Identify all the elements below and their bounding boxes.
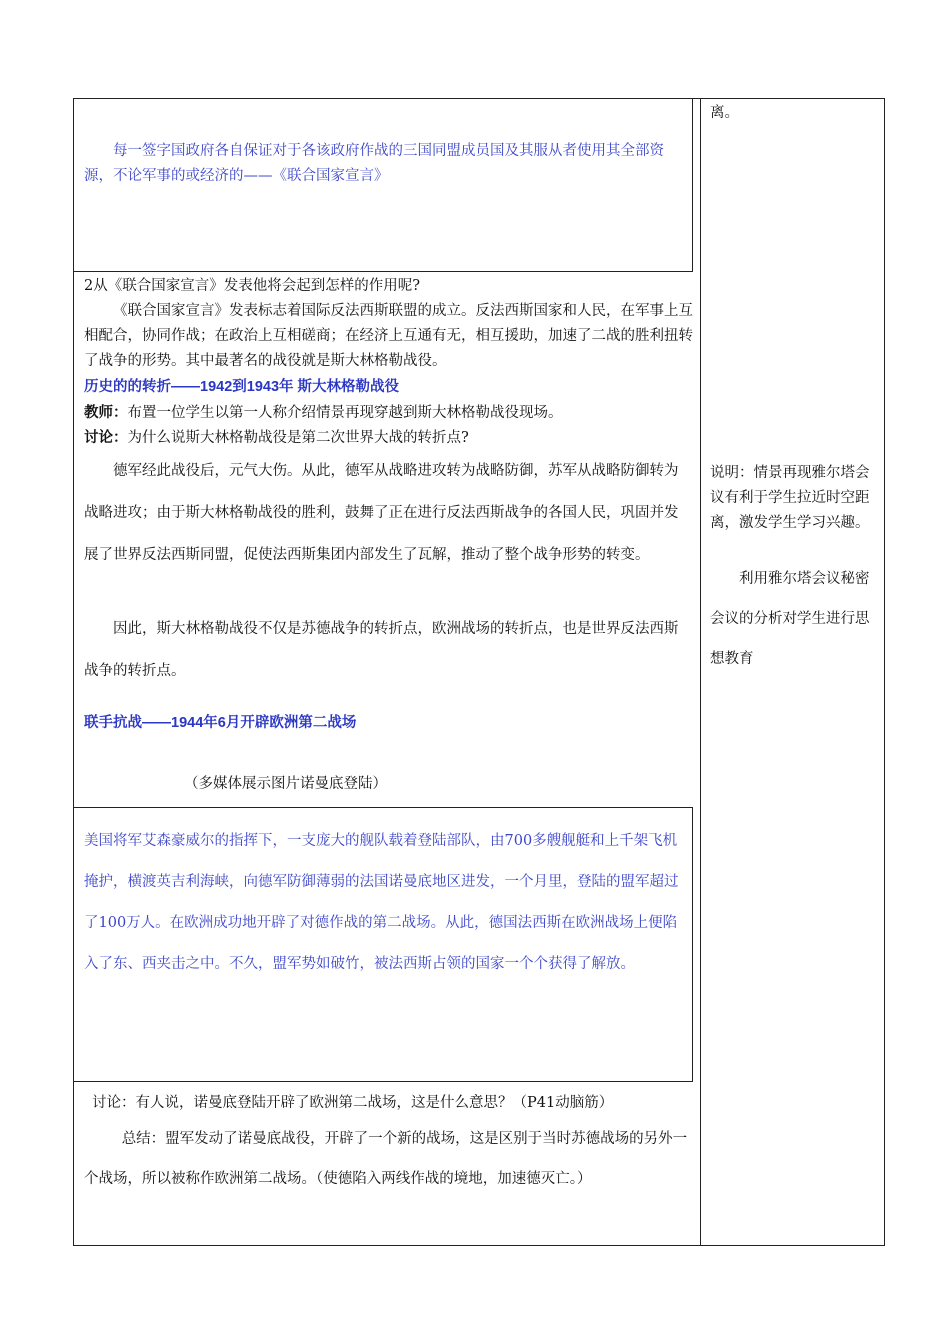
discuss-line	[84, 425, 696, 451]
right-note-2: 利用雅尔塔会议秘密会议的分析对学生进行思想教育	[710, 571, 870, 667]
teacher-text: 布置一位学生以第一人称介绍情景再现穿越到斯大林格勒战役现场。	[127, 405, 563, 421]
discuss-text: 为什么说斯大林格勒战役是第二次世界大战的转折点?	[127, 430, 469, 446]
question-2-answer: 《联合国家宣言》发表标志着国际反法西斯联盟的成立。反法西斯国家和人民，在军事上互相配合，协同作战；在政治上互相磋商；在经济上互通有无，相互援助，加速了二战的胜利扭转了战争的形势。其中最著名的战役就是斯大林格勒战役。	[84, 303, 693, 369]
heading-stalingrad: 历史的的转折——1942到1943年 斯大林格勒战役	[84, 379, 400, 395]
declaration-quote: 每一签字国政府各自保证对于各该政府作战的三国同盟成员国及其服从者使用其全部资源，不论军事的或经济的——《联合国家宣言》	[84, 143, 664, 184]
lesson-table	[73, 98, 885, 1246]
summary: 总结：盟军发动了诺曼底战役，开辟了一个新的战场，这是区别于当时苏德战场的另外一个战场，所以被称作欧洲第二战场。（使德陷入两线作战的境地，加速德灭亡。）	[84, 1131, 688, 1187]
teacher-label: 教师：	[84, 404, 128, 421]
right-note-1: 说明：情景再现雅尔塔会议有利于学生拉近时空距离，激发学生学习兴趣。	[710, 465, 870, 531]
media-note: （多媒体展示图片诺曼底登陆）	[184, 776, 387, 792]
discuss-label: 讨论：	[84, 429, 128, 446]
stalingrad-answer: 德军经此战役后，元气大伤。从此，德军从战略进攻转为战略防御，苏军从战略防御转为战略进攻；由于斯大林格勒战役的胜利，鼓舞了正在进行反法西斯战争的各国人民，巩固并发展了世界反法西斯同盟，促使法西斯集团内部发生了瓦解，推动了整个战争形势的转变。	[84, 463, 679, 563]
column-divider	[700, 99, 701, 1245]
stalingrad-conclusion: 因此，斯大林格勒战役不仅是苏德战争的转折点，欧洲战场的转折点，也是世界反法西斯战争的转折点。	[84, 621, 679, 679]
discuss-2: 讨论：有人说，诺曼底登陆开辟了欧洲第二战场，这是什么意思？（P41动脑筋）	[92, 1095, 614, 1111]
question-2: 2从《联合国家宣言》发表他将会起到怎样的作用呢?	[84, 278, 420, 294]
teacher-line	[84, 400, 696, 426]
heading-second-front: 联手抗战——1944年6月开辟欧洲第二战场	[84, 715, 357, 731]
right-top-text: 离。	[710, 105, 739, 121]
normandy-text: 美国将军艾森豪威尔的指挥下，一支庞大的舰队载着登陆部队，由700多艘舰艇和上千架飞机掩护，横渡英吉利海峡，向德军防御薄弱的法国诺曼底地区进发，一个月里，登陆的盟军超过了100万人。在欧洲成功地开辟了对德作战的第二战场。从此，德国法西斯在欧洲战场上便陷入了东、西夹击之中。不久，盟军势如破竹，被法西斯占领的国家一个个获得了解放。	[84, 833, 679, 972]
